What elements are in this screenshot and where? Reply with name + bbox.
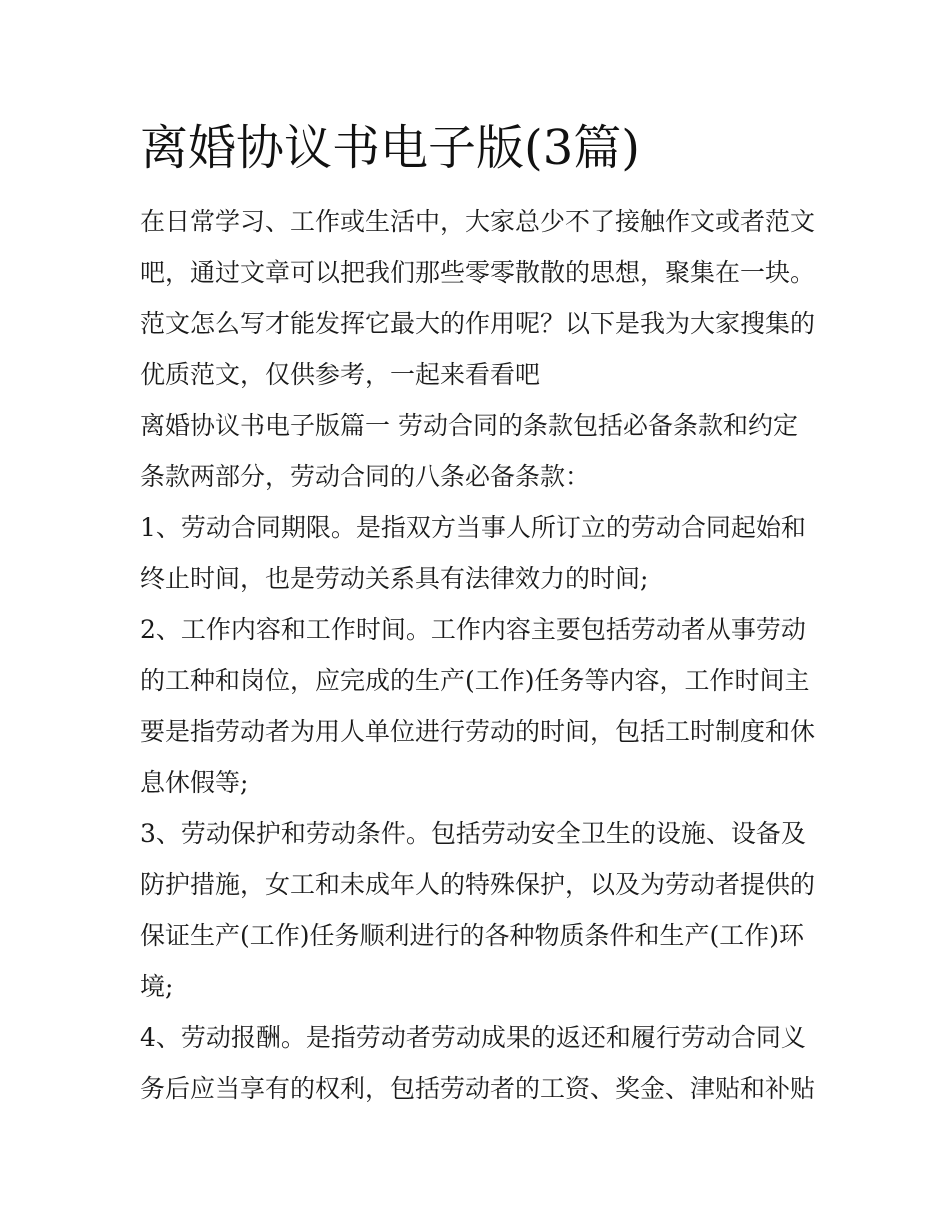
- paragraph-line: 吧，通过文章可以把我们那些零零散散的思想，聚集在一块。: [140, 258, 816, 287]
- paragraph-line: 条款两部分，劳动合同的八条必备条款：: [140, 462, 591, 491]
- paragraph-line: 务后应当享有的权利，包括劳动者的工资、奖金、津贴和补贴: [140, 1074, 816, 1103]
- paragraph-line: 离婚协议书电子版篇一 劳动合同的条款包括必备条款和约定: [140, 411, 798, 440]
- paragraph-line: 的工种和岗位，应完成的生产(工作)任务等内容，工作时间主: [140, 666, 810, 695]
- paragraph-line: 优质范文，仅供参考，一起来看看吧: [140, 360, 541, 389]
- paragraph-line: 息休假等;: [140, 768, 249, 797]
- paragraph-line: 境;: [140, 972, 174, 1001]
- paragraph-line: 终止时间，也是劳动关系具有法律效力的时间;: [140, 564, 649, 593]
- paragraph-line: 防护措施，女工和未成年人的特殊保护，以及为劳动者提供的: [140, 870, 816, 899]
- paragraph-line: 3、劳动保护和劳动条件。包括劳动安全卫生的设施、设备及: [140, 819, 806, 848]
- paragraph-line: 1、劳动合同期限。是指双方当事人所订立的劳动合同起始和: [140, 513, 806, 542]
- paragraph-line: 4、劳动报酬。是指劳动者劳动成果的返还和履行劳动合同义: [140, 1023, 806, 1052]
- paragraph-line: 2、工作内容和工作时间。工作内容主要包括劳动者从事劳动: [140, 615, 806, 644]
- document-title: 离婚协议书电子版(3篇): [140, 120, 640, 176]
- paragraph-line: 保证生产(工作)任务顺利进行的各种物质条件和生产(工作)环: [140, 921, 805, 950]
- paragraph-line: 要是指劳动者为用人单位进行劳动的时间，包括工时制度和休: [140, 717, 816, 746]
- paragraph-line: 范文怎么写才能发挥它最大的作用呢？以下是我为大家搜集的: [140, 309, 816, 338]
- paragraph-line: 在日常学习、工作或生活中，大家总少不了接触作文或者范文: [140, 207, 816, 236]
